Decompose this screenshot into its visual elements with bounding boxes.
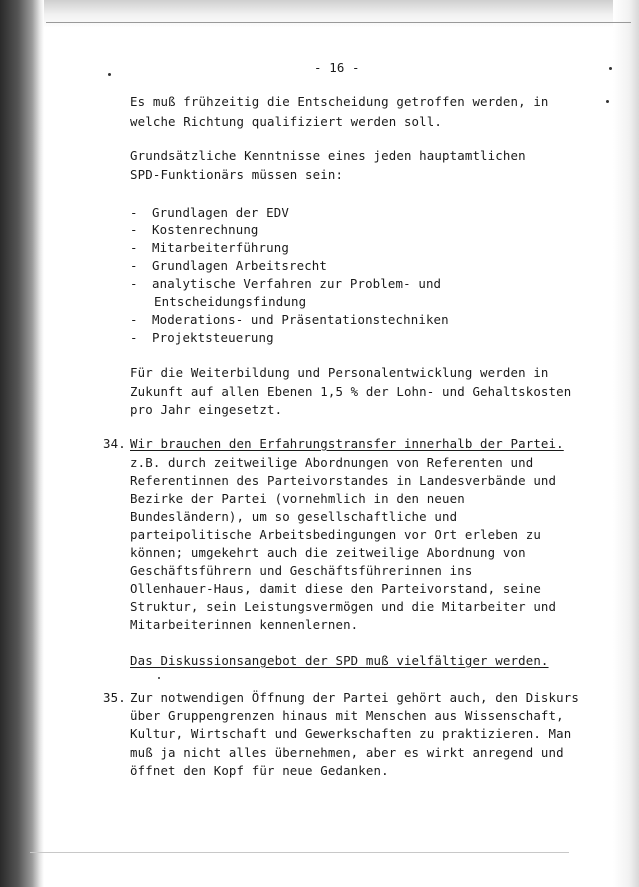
section-34-line: können; umgekehrt auch die zeitweilige Abordnung von bbox=[130, 545, 526, 560]
section-34-line: Bezirke der Partei (vornehmlich in den neuen bbox=[130, 491, 465, 506]
list-bullet-marker: - bbox=[130, 240, 138, 255]
requirements-intro-line: SPD-Funktionärs müssen sein: bbox=[130, 167, 344, 182]
section-35-line: Zur notwendigen Öffnung der Partei gehört auch, den Diskurs bbox=[130, 690, 579, 705]
list-bullet-marker: - bbox=[130, 276, 138, 291]
list-bullet-marker: - bbox=[130, 258, 138, 273]
list-bullet-marker: - bbox=[130, 205, 138, 220]
section-34-line: Mitarbeiterinnen kennenlernen. bbox=[130, 617, 359, 632]
list-item: Kostenrechnung bbox=[152, 222, 259, 237]
training-line: Für die Weiterbildung und Personalentwicklung werden in bbox=[130, 365, 549, 380]
section-34-line: Geschäftsführern und Geschäftsführerinnen ins bbox=[130, 563, 473, 578]
section-34-line: Ollenhauer-Haus, damit diese den Parteivorstand, seine bbox=[130, 581, 541, 596]
section-34-line: Struktur, sein Leistungsvermögen und die Mitarbeiter und bbox=[130, 599, 557, 614]
list-bullet-marker: - bbox=[130, 330, 138, 345]
training-line: pro Jahr eingesetzt. bbox=[130, 402, 283, 417]
list-item: Mitarbeiterführung bbox=[152, 240, 289, 255]
intro-line: welche Richtung qualifiziert werden soll. bbox=[130, 114, 443, 129]
section-35-line: über Gruppengrenzen hinaus mit Menschen aus Wissenschaft, bbox=[130, 708, 564, 723]
list-item: Grundlagen der EDV bbox=[152, 205, 289, 220]
section-heading: Wir brauchen den Erfahrungstransfer innerhalb der Partei. bbox=[130, 436, 564, 451]
section-35-line: öffnet den Kopf für neue Gedanken. bbox=[130, 763, 389, 778]
section-number: 35. bbox=[103, 690, 126, 705]
section-number: 34. bbox=[103, 436, 126, 451]
discussion-heading: Das Diskussionsangebot der SPD muß vielfältiger werden. bbox=[130, 653, 549, 668]
section-35-line: muß ja nicht alles übernehmen, aber es wirkt anregend und bbox=[130, 745, 564, 760]
list-bullet-marker: - bbox=[130, 222, 138, 237]
section-34-line: parteipolitische Arbeitsbedingungen vor Ort erleben zu bbox=[130, 527, 541, 542]
training-line: Zukunft auf allen Ebenen 1,5 % der Lohn- und Gehaltskosten bbox=[130, 384, 572, 399]
requirements-intro-line: Grundsätzliche Kenntnisse eines jeden hauptamtlichen bbox=[130, 148, 526, 163]
list-bullet-marker: - bbox=[130, 312, 138, 327]
page-number: - 16 - bbox=[314, 60, 360, 75]
section-34-line: Referentinnen des Parteivorstandes in Landesverbände und bbox=[130, 473, 557, 488]
list-item: analytische Verfahren zur Problem- und bbox=[152, 276, 442, 291]
list-item: Grundlagen Arbeitsrecht bbox=[152, 258, 328, 273]
list-item: Projektsteuerung bbox=[152, 330, 274, 345]
list-item-continuation: Entscheidungsfindung bbox=[154, 294, 307, 309]
intro-line: Es muß frühzeitig die Entscheidung getroffen werden, in bbox=[130, 94, 549, 109]
section-34-line: Bundesländern), um so gesellschaftliche und bbox=[130, 509, 458, 524]
section-34-line: z.B. durch zeitweilige Abordnungen von Referenten und bbox=[130, 455, 534, 470]
section-35-line: Kultur, Wirtschaft und Gewerkschaften zu praktizieren. Man bbox=[130, 726, 572, 741]
list-item: Moderations- und Präsentationstechniken bbox=[152, 312, 449, 327]
